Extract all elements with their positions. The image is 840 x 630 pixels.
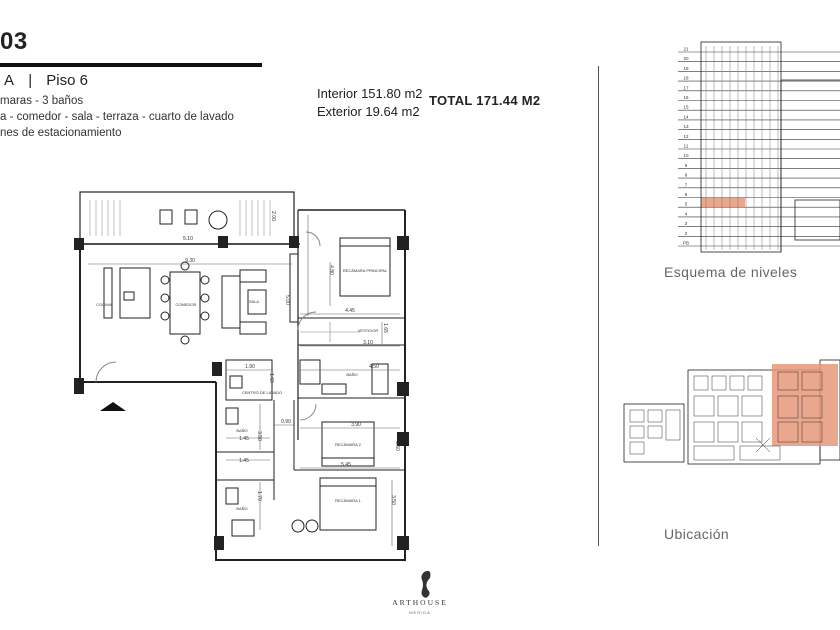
room-master-bath: BAÑO bbox=[346, 372, 358, 377]
unit-title: 03 bbox=[0, 28, 28, 55]
feature-rooms: maras - 3 baños bbox=[0, 95, 84, 107]
dim-bath1-width: 1.45 bbox=[239, 436, 249, 442]
room-bath-1: BAÑO bbox=[236, 428, 248, 433]
dim-bedroom1-width: 5.45 bbox=[341, 462, 351, 468]
level-label: 9 bbox=[684, 162, 688, 168]
level-label: 3 bbox=[684, 221, 688, 227]
feature-parking: nes de estacionamiento bbox=[0, 127, 122, 139]
dim-closet-width: 3.10 bbox=[363, 340, 373, 346]
dim-bath2-height: 1.70 bbox=[256, 491, 262, 501]
level-label: 19 bbox=[683, 65, 689, 71]
room-bedroom-2: RECÁMARA 2 bbox=[335, 442, 361, 447]
dim-bath2-width: 1.45 bbox=[239, 458, 249, 464]
location-caption: Ubicación bbox=[664, 526, 730, 542]
level-label: 16 bbox=[683, 95, 689, 100]
dim-terrace-width: 5.10 bbox=[183, 236, 193, 242]
total-area: TOTAL 171.44 M2 bbox=[429, 93, 541, 108]
level-label: 17 bbox=[683, 85, 689, 91]
room-bath-2: BAÑO bbox=[236, 506, 248, 511]
level-label: 4 bbox=[684, 211, 688, 217]
level-label: 5 bbox=[684, 201, 688, 207]
unit-highlight bbox=[772, 364, 838, 446]
room-closet: VESTIDOR bbox=[357, 328, 379, 333]
room-laundry: CENTRO DE LAVADO bbox=[241, 390, 283, 395]
level-label: 8 bbox=[684, 172, 688, 178]
unit-type: A bbox=[4, 72, 15, 89]
level-label: 21 bbox=[683, 46, 689, 52]
room-kitchen: COCINA bbox=[96, 302, 112, 307]
unit-floor: Piso 6 bbox=[46, 72, 88, 89]
level-label: 13 bbox=[683, 124, 689, 130]
dim-master-height: 4.80 bbox=[328, 265, 334, 275]
dim-closet-height: 1.65 bbox=[382, 323, 388, 333]
elevation-caption: Esquema de niveles bbox=[664, 264, 798, 280]
level-label: 11 bbox=[683, 143, 689, 149]
separator: | bbox=[28, 72, 33, 89]
dim-hall-width: 0.90 bbox=[281, 419, 291, 425]
level-label: 15 bbox=[683, 104, 689, 110]
level-label: 18 bbox=[683, 75, 689, 81]
interior-area: Interior 151.80 m2 bbox=[317, 86, 423, 101]
level-label: 20 bbox=[683, 56, 689, 62]
level-label: 7 bbox=[684, 182, 688, 188]
level-label: PB bbox=[682, 240, 690, 246]
dim-bath-width: 4.50 bbox=[369, 364, 379, 370]
dim-laundry-width: 1.90 bbox=[245, 364, 255, 370]
dim-bedroom1-height: 3.50 bbox=[390, 495, 396, 505]
level-label: 6 bbox=[684, 192, 688, 197]
feature-spaces: a - comedor - sala - terraza - cuarto de lavado bbox=[0, 111, 234, 123]
room-living: SALA bbox=[248, 299, 260, 304]
level-label: 10 bbox=[683, 153, 689, 159]
level-label: 14 bbox=[683, 114, 689, 120]
exterior-area: Exterior 19.64 m2 bbox=[317, 104, 420, 119]
room-master-bedroom: RECÁMARA PRINCIPAL bbox=[342, 268, 388, 273]
dim-laundry-height: 1.60 bbox=[268, 373, 274, 383]
dim-master-width: 4.45 bbox=[345, 308, 355, 314]
brand-sub: MÉRIDA bbox=[409, 610, 431, 615]
dim-bedroom2-width: 3.90 bbox=[351, 422, 361, 428]
room-bedroom-1: RECÁMARA 1 bbox=[335, 498, 361, 503]
brand-name: ARTHOUSE bbox=[392, 598, 448, 607]
room-dining: COMEDOR bbox=[175, 302, 197, 307]
dim-bath1-height: 3.50 bbox=[256, 431, 262, 441]
dim-bedroom2-height: 3.50 bbox=[394, 441, 400, 451]
dim-living-height: 5.00 bbox=[284, 295, 290, 305]
level-label: 12 bbox=[683, 133, 689, 139]
level-label: 2 bbox=[684, 230, 688, 236]
dim-terrace-height: 2.00 bbox=[270, 211, 276, 221]
dim-living-width: 9.30 bbox=[185, 258, 195, 264]
